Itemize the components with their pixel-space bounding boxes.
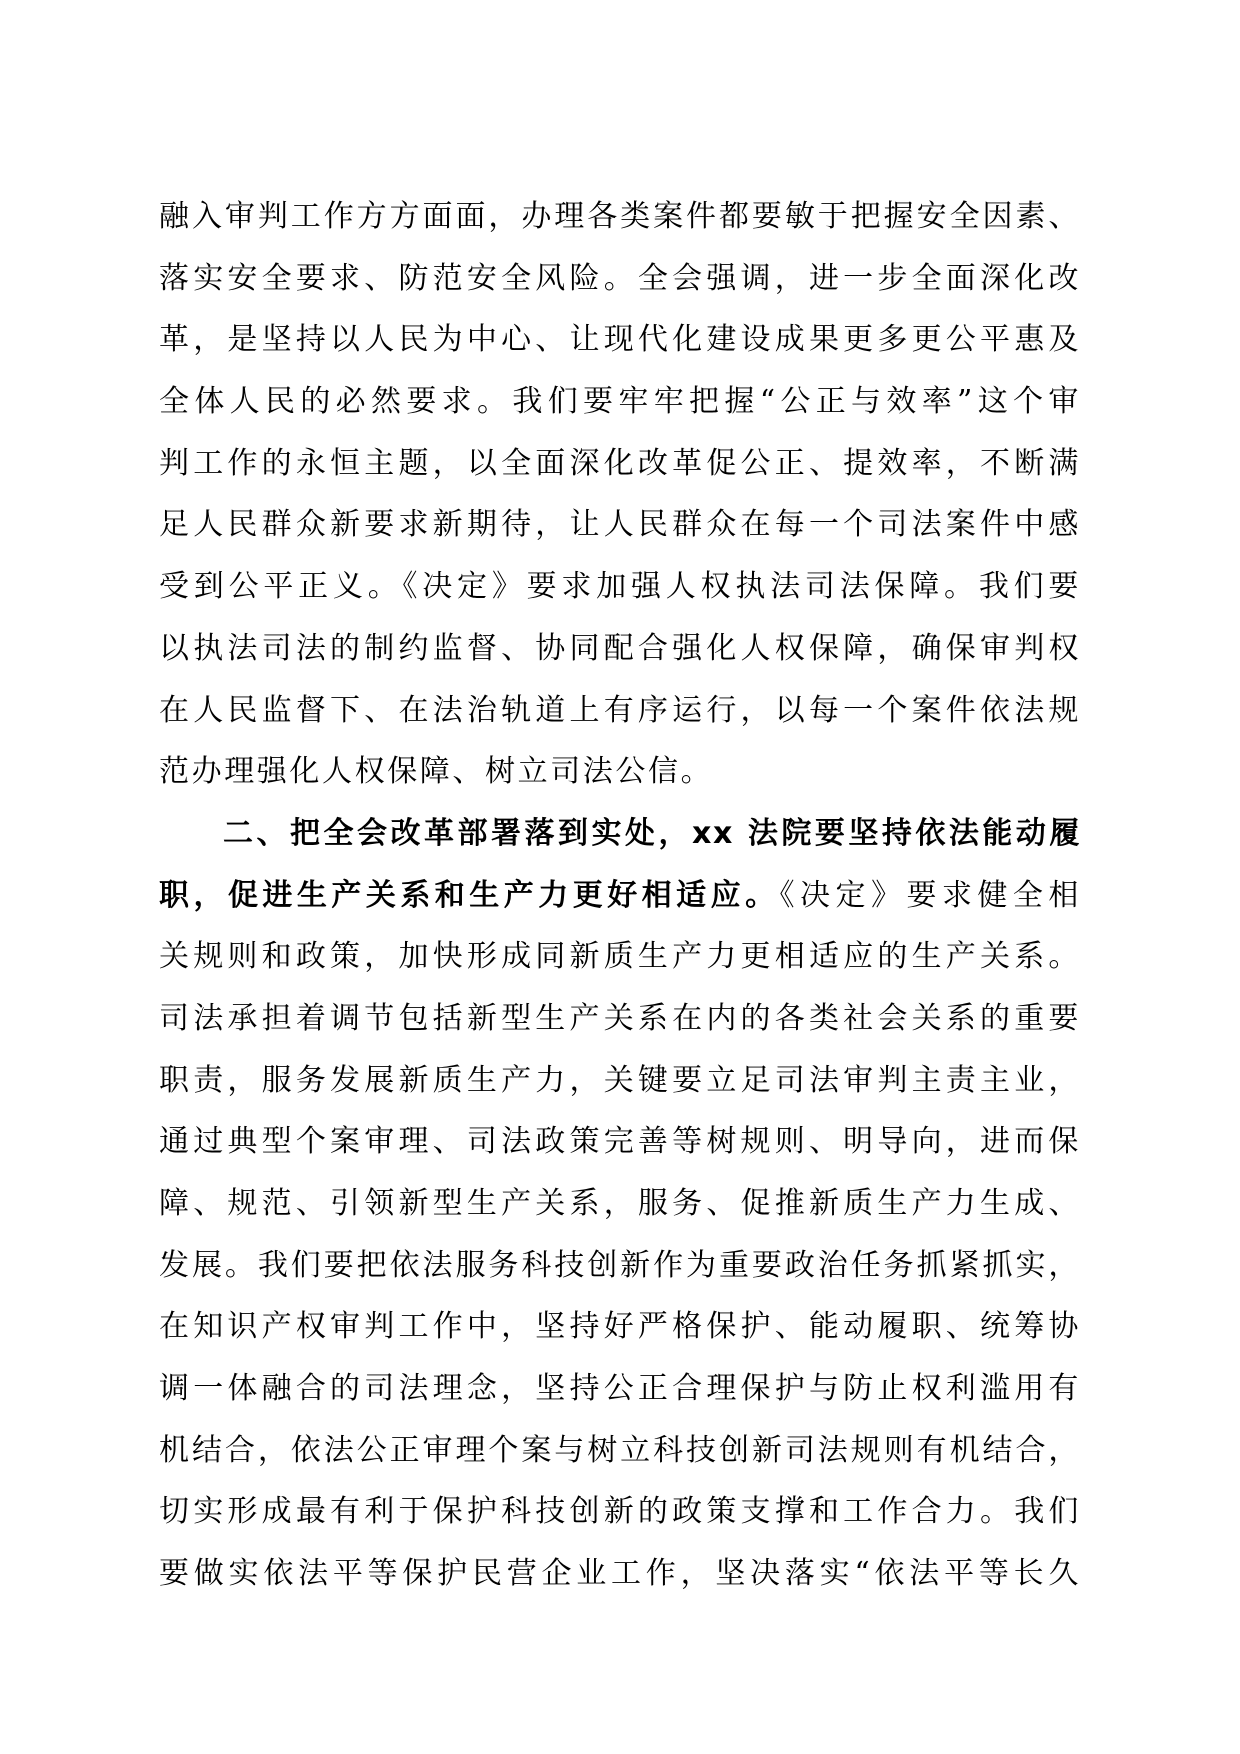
text-line: 落实安全要求、防范安全风险。全会强调，进一步全面深化改 [159,260,1081,296]
text-line: 调一体融合的司法理念，坚持公正合理保护与防止权利滥用有 [159,1371,1081,1407]
text-line: 范办理强化人权保障、树立司法公信。 [159,754,714,790]
text-line: 融入审判工作方方面面，办理各类案件都要敏于把握安全因素、 [159,199,1081,234]
text-line: 职责，服务发展新质生产力，关键要立足司法审判主责主业， [159,1062,1081,1098]
text-line: 障、规范、引领新型生产关系，服务、促推新质生产力生成、 [159,1186,1081,1221]
text-line: 全体人民的必然要求。我们要牢牢把握“公正与效率”这个审 [159,384,1081,420]
text-line: 革，是坚持以人民为中心、让现代化建设成果更多更公平惠及 [159,322,1081,358]
text-line [159,865,1081,927]
section-heading-continued: 职，促进生产关系和生产力更好相适应。 [159,877,780,913]
text-line: 在人民监督下、在法治轨道上有序运行，以每一个案件依法规 [159,692,1081,728]
text-line: 受到公平正义。《决定》要求加强人权执法司法保障。我们要 [159,569,1081,605]
text-line: 通过典型个案审理、司法政策完善等树规则、明导向，进而保 [159,1124,1081,1160]
body-text [159,186,1081,1605]
section-heading: 二、把全会改革部署落到实处，xx 法院要坚持依法能动履 [223,815,1081,851]
text-line: 机结合，依法公正审理个案与树立科技创新司法规则有机结合， [159,1432,1081,1468]
text-line: 关规则和政策，加快形成同新质生产力更相适应的生产关系。 [159,939,1081,975]
text-line: 司法承担着调节包括新型生产关系在内的各类社会关系的重要 [159,1000,1081,1036]
text-line: 足人民群众新要求新期待，让人民群众在每一个司法案件中感 [159,507,1081,543]
text-line: 要做实依法平等保护民营企业工作，坚决落实“依法平等长久 [159,1556,1081,1592]
paragraph-2 [159,803,1081,1605]
text-line: 判工作的永恒主题，以全面深化改革促公正、提效率，不断满 [159,445,1081,481]
text-line: 在知识产权审判工作中，坚持好严格保护、能动履职、统筹协 [159,1309,1081,1345]
text-line: 发展。我们要把依法服务科技创新作为重要政治任务抓紧抓实， [159,1247,1081,1283]
paragraph-1 [159,186,1081,803]
text-line: 切实形成最有利于保护科技创新的政策支撑和工作合力。我们 [159,1494,1081,1530]
text-line: 以执法司法的制约监督、协同配合强化人权保障，确保审判权 [159,630,1081,666]
text-segment: 《决定》要求健全相 [779,877,1081,913]
